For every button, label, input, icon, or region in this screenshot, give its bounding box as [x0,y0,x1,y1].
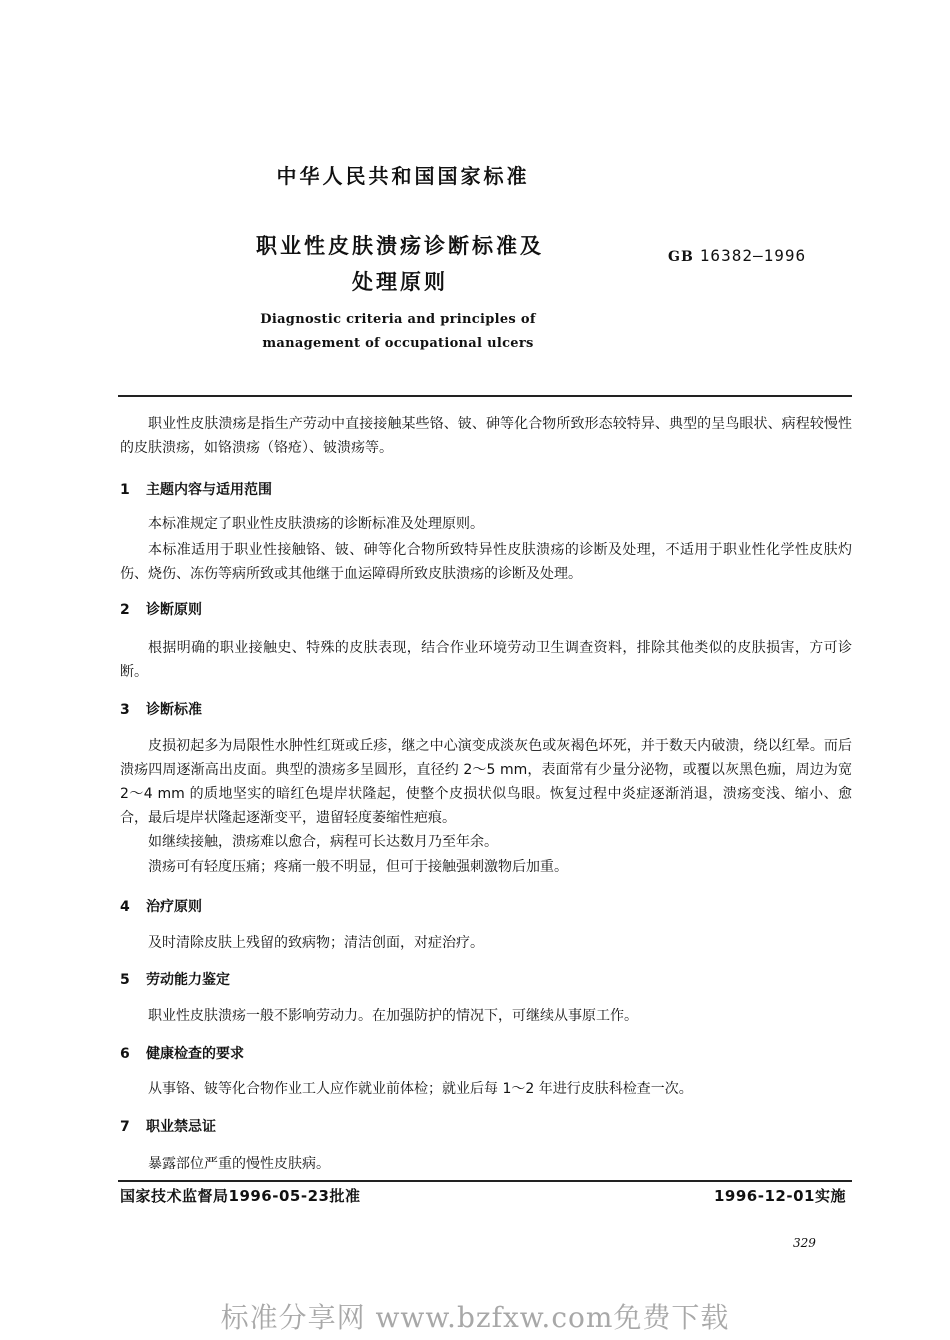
english-title-line1: Diagnostic criteria and principles of [260,312,536,327]
section-heading-1 [120,480,272,500]
section-title: 诊断标准 [146,702,202,718]
page-number: 329 [793,1236,816,1250]
approval-date: 国家技术监督局1996-05-23批准 [120,1187,361,1205]
standard-number [668,246,806,265]
section-heading-4 [120,897,202,917]
section-1-paragraph-1: 本标准规定了职业性皮肤溃疡的诊断标准及处理原则。 [148,516,484,532]
standard-code: 16382—1996 [699,246,807,265]
document-title-line2: 处理原则 [352,270,448,294]
section-heading-2 [120,600,202,620]
section-title: 主题内容与适用范围 [146,482,272,498]
section-7-paragraph-1: 暴露部位严重的慢性皮肤病。 [148,1156,330,1172]
section-3-paragraph-3: 溃疡可有轻度压痛；疼痛一般不明显，但可于接触强刺激物后加重。 [148,859,568,875]
section-number: 5 [120,972,130,988]
section-heading-5 [120,970,230,990]
section-number: 2 [120,602,130,618]
section-2-paragraph-1: 根据明确的职业接触史、特殊的皮肤表现，结合作业环境劳动卫生调查资料，排除其他类似的皮肤损害，方可诊断。 [120,640,852,680]
section-heading-7 [120,1117,216,1137]
section-number: 6 [120,1046,130,1062]
section-number: 1 [120,482,130,498]
section-4-paragraph-1: 及时清除皮肤上残留的致病物；清洁创面，对症治疗。 [148,935,484,951]
document-title-line1: 职业性皮肤溃疡诊断标准及 [256,234,544,258]
intro-paragraph: 职业性皮肤溃疡是指生产劳动中直接接触某些铬、铍、砷等化合物所致形态较特异、典型的呈鸟眼状、病程较慢性的皮肤溃疡，如铬溃疡（铬疮）、铍溃疡等。 [120,416,852,456]
english-title-line2: management of occupational ulcers [262,336,534,351]
section-1-paragraph-2: 本标准适用于职业性接触铬、铍、砷等化合物所致特异性皮肤溃疡的诊断及处理，不适用于职业性化学性皮肤灼伤、烧伤、冻伤等病所致或其他继于血运障碍所致皮肤溃疡的诊断及处理。 [120,542,852,582]
section-number: 3 [120,702,130,718]
section-title: 治疗原则 [146,899,202,915]
effective-date: 1996-12-01实施 [714,1187,846,1205]
header-divider [118,395,852,397]
section-title: 诊断原则 [146,602,202,618]
section-number: 7 [120,1119,130,1135]
section-6-paragraph-1: 从事铬、铍等化合物作业工人应作就业前体检；就业后每 1～2 年进行皮肤科检查一次。 [148,1081,693,1097]
section-3-paragraph-1: 皮损初起多为局限性水肿性红斑或丘疹，继之中心演变成淡灰色或灰褐色坏死，并于数天内破溃，绕以红晕。而后溃疡四周逐渐高出皮面。典型的溃疡多呈圆形，直径约 2～5 mm，表面常有少量分泌物，或覆以灰黑色痂，周边为宽 2～4 mm 的质地坚实的暗红色堤岸状隆起，使整个皮损状似鸟眼。恢复过程中炎症逐渐消退，溃疡变浅、缩小、愈合，最后堤岸状隆起逐渐变平，遗留轻度萎缩性疤痕。 [120,738,852,826]
footer-divider [118,1180,852,1182]
section-heading-3 [120,700,202,720]
watermark: 标准分享网 www.bzfxw.com免费下载 [220,1301,730,1334]
section-3-paragraph-2: 如继续接触，溃疡难以愈合，病程可长达数月乃至年余。 [148,834,498,850]
section-title: 健康检查的要求 [146,1046,244,1062]
section-heading-6 [120,1044,244,1064]
standard-category-heading: 中华人民共和国国家标准 [276,164,530,188]
section-title: 职业禁忌证 [146,1119,216,1135]
section-5-paragraph-1: 职业性皮肤溃疡一般不影响劳动力。在加强防护的情况下，可继续从事原工作。 [148,1008,638,1024]
section-title: 劳动能力鉴定 [146,972,230,988]
section-number: 4 [120,899,130,915]
standard-prefix: GB [668,249,694,265]
